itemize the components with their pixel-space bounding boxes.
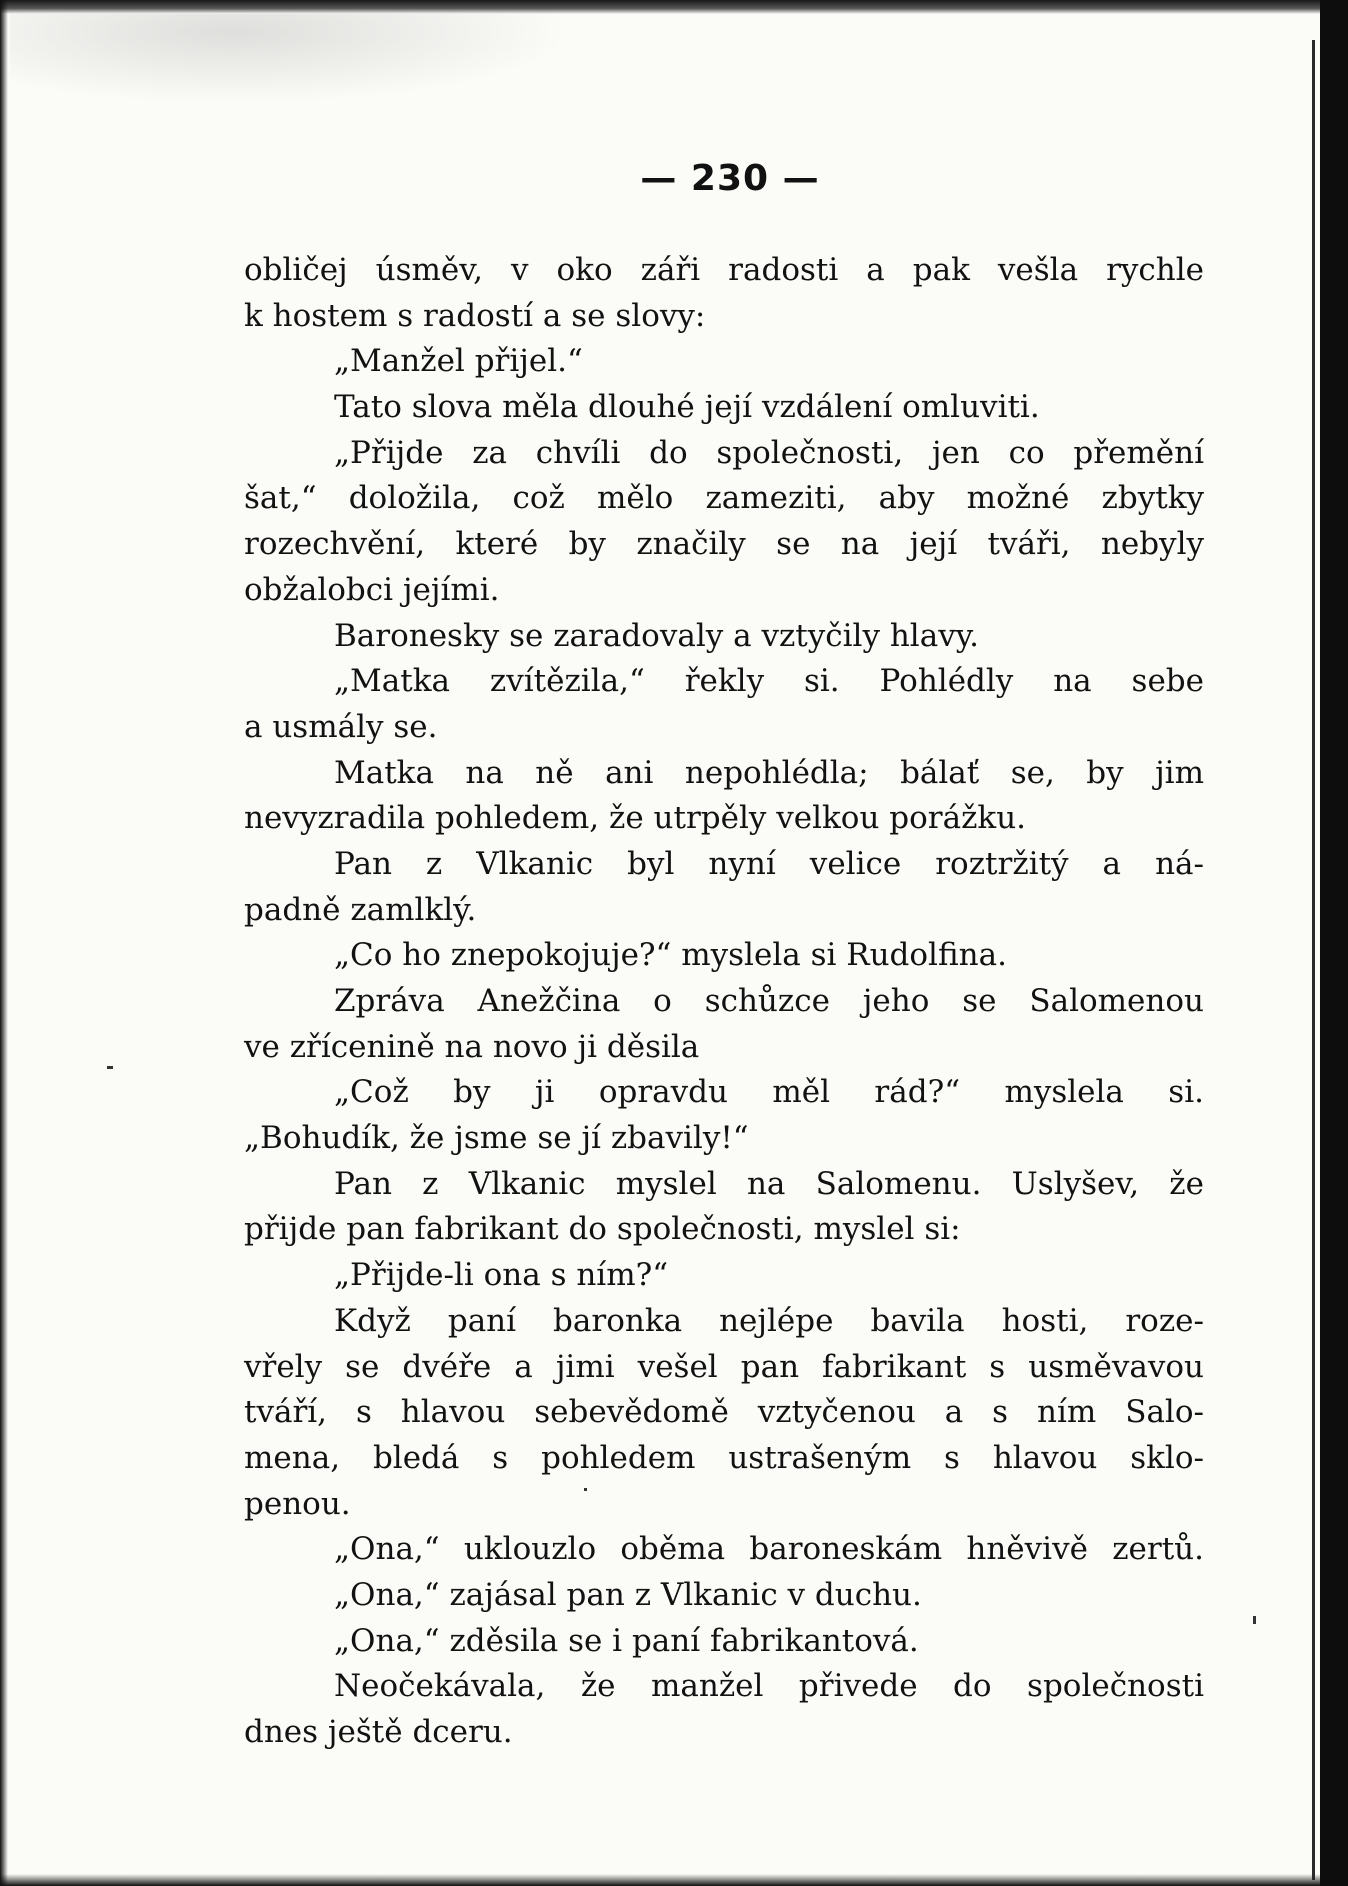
text-line: „Co ho znepokojuje?“ myslela si Rudolfina. bbox=[334, 937, 1007, 974]
text-line: „Přijde-li ona s ním?“ bbox=[334, 1257, 669, 1294]
text-line: Neočekávala, že manžel přivede do společnosti bbox=[334, 1668, 1204, 1705]
page-number: — 230 — bbox=[640, 158, 820, 199]
text-line: „Ona,“ zděsila se i paní fabrikantová. bbox=[334, 1622, 919, 1659]
text-line: „Matka zvítězila,“ řekly si. Pohlédly na sebe bbox=[334, 663, 1204, 700]
scan-edge-right bbox=[1320, 0, 1348, 1886]
text-line: šat,“ doložila, což mělo zameziti, aby možné zbytky bbox=[244, 480, 1204, 517]
text-line: tváří, s hlavou sebevědomě vztyčenou a s ním Salo- bbox=[244, 1394, 1204, 1431]
text-line: Baronesky se zaradovaly a vztyčily hlavy. bbox=[334, 617, 979, 654]
text-line: Zpráva Anežčina o schůzce jeho se Salomenou bbox=[334, 983, 1204, 1019]
body-text bbox=[244, 248, 1204, 1756]
text-line: Matka na ně ani nepohlédla; bálať se, by jim bbox=[334, 754, 1204, 791]
text-line: „Ona,“ zajásal pan z Vlkanic v duchu. bbox=[334, 1576, 922, 1613]
text-line: a usmály se. bbox=[244, 708, 438, 745]
text-line: padně zamlklý. bbox=[244, 891, 477, 928]
text-line: Pan z Vlkanic byl nyní velice roztržitý a ná- bbox=[334, 845, 1204, 882]
text-line: „Manžel přijel.“ bbox=[334, 343, 583, 380]
scan-edge-bottom bbox=[0, 1874, 1348, 1886]
text-line: Tato slova měla dlouhé její vzdálení omluviti. bbox=[334, 389, 1040, 426]
text-line: dnes ještě dceru. bbox=[244, 1714, 513, 1750]
scan-edge-top bbox=[0, 0, 1348, 14]
text-line: k hostem s radostí a se slovy: bbox=[244, 297, 706, 334]
text-line: „Bohudík, že jsme se jí zbavily!“ bbox=[244, 1120, 749, 1157]
stray-mark bbox=[1253, 1616, 1256, 1624]
text-line: „Ona,“ uklouzlo oběma baroneskám hněvivě zertů. bbox=[334, 1531, 1204, 1568]
text-line: mena, bledá s pohledem ustrašeným s hlavou sklo- bbox=[244, 1439, 1204, 1476]
text-line: přijde pan fabrikant do společnosti, myslel si: bbox=[244, 1211, 961, 1248]
scan-edge-line bbox=[1312, 40, 1315, 1880]
stray-mark bbox=[107, 1066, 113, 1069]
text-line: ve zřícenině na novo ji děsila bbox=[244, 1028, 700, 1065]
scan-smudge bbox=[10, 14, 570, 104]
text-line: „Což by ji opravdu měl rád?“ myslela si. bbox=[334, 1074, 1204, 1111]
text-line: obžalobci jejími. bbox=[244, 571, 500, 608]
text-line: obličej úsměv, v oko záři radosti a pak vešla rychle bbox=[244, 252, 1204, 288]
text-line: Když paní baronka nejlépe bavila hosti, roze- bbox=[334, 1302, 1204, 1339]
text-line: vřely se dvéře a jimi vešel pan fabrikant s usměvavou bbox=[244, 1348, 1204, 1385]
text-line: Pan z Vlkanic myslel na Salomenu. Uslyšev, že bbox=[334, 1165, 1204, 1202]
text-line: „Přijde za chvíli do společnosti, jen co přemění bbox=[334, 434, 1204, 471]
text-line: penou. bbox=[244, 1485, 351, 1522]
text-line: nevyzradila pohledem, že utrpěly velkou porážku. bbox=[244, 800, 1027, 837]
scan-edge-left bbox=[0, 0, 8, 1886]
text-line: rozechvění, které by značily se na její tváři, nebyly bbox=[244, 526, 1204, 563]
